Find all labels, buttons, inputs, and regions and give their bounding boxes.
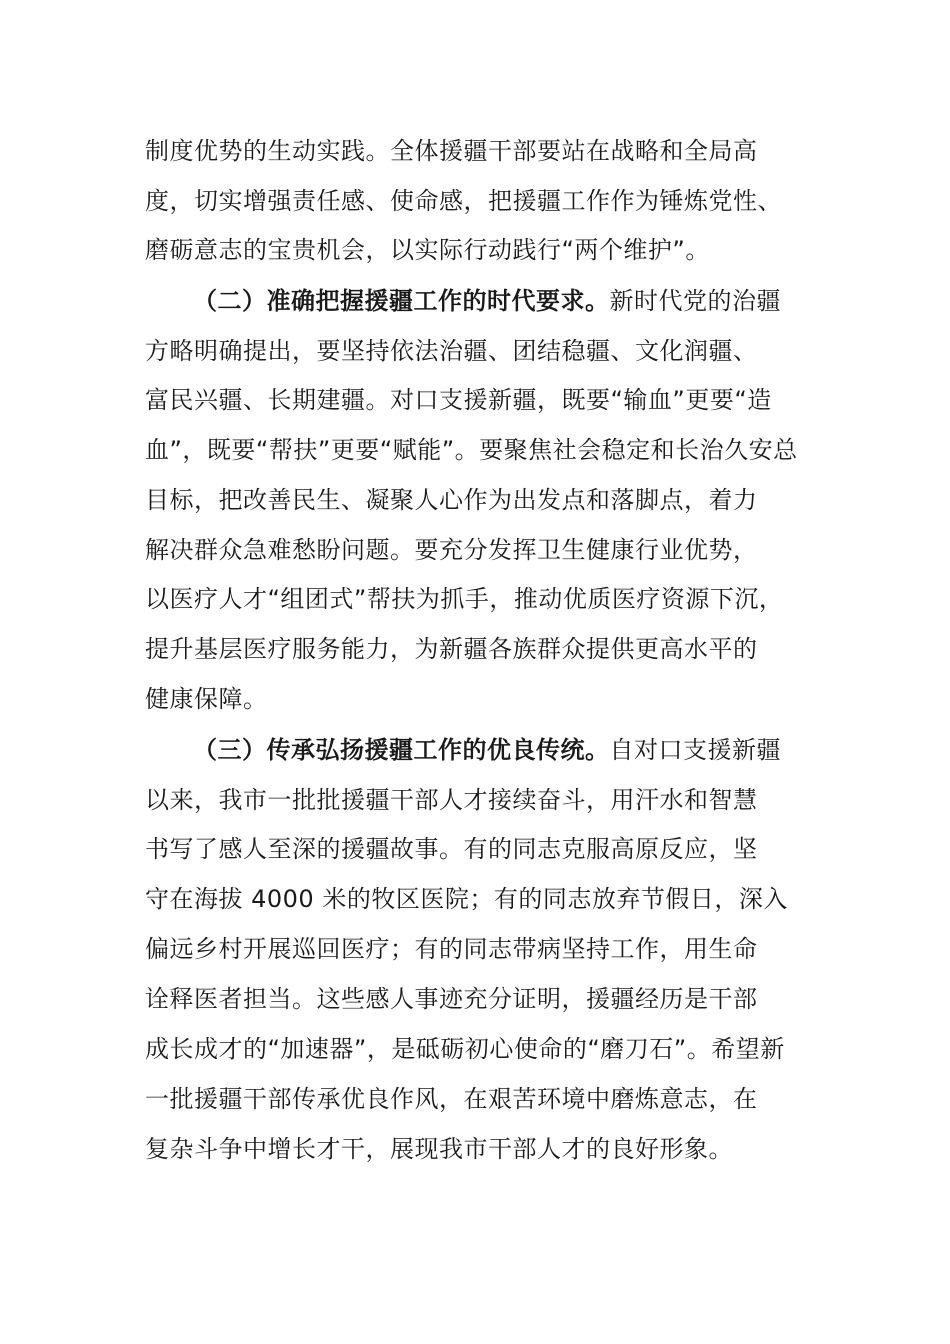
para3-line-1: 以来，我市一批批援疆干部人才接续奋斗，用汗水和智慧 bbox=[145, 786, 758, 814]
para2-line-2: 富民兴疆、长期建疆。对口支援新疆，既要“输血”更要“造 bbox=[145, 386, 772, 414]
para3-line-4: 偏远乡村开展巡回医疗；有的同志带病坚持工作，用生命 bbox=[145, 935, 758, 963]
para3-line-7: 一批援疆干部传承优良作风，在艰苦环境中磨炼意志，在 bbox=[145, 1085, 758, 1113]
para2-line-5: 解决群众急难愁盼问题。要充分发挥卫生健康行业优势， bbox=[145, 536, 758, 564]
para3-heading: （三）传承弘扬援疆工作的优良传统。 bbox=[193, 736, 610, 764]
para2-first-line bbox=[193, 281, 781, 321]
para2-line-3: 血”，既要“帮扶”更要“赋能”。要聚焦社会稳定和长治久安总 bbox=[145, 436, 798, 464]
para2-first-line-rest: 新时代党的治疆 bbox=[609, 287, 781, 315]
para3-first-line-rest: 自对口支援新疆 bbox=[609, 736, 781, 764]
para2-line-1: 方略明确提出，要坚持依法治疆、团结稳疆、文化润疆、 bbox=[145, 337, 758, 365]
para1-line-1: 制度优势的生动实践。全体援疆干部要站在战略和全局高 bbox=[145, 137, 758, 165]
para2-line-4: 目标，把改善民生、凝聚人心作为出发点和落脚点，着力 bbox=[145, 486, 758, 514]
para3-line-5: 诠释医者担当。这些感人事迹充分证明，援疆经历是干部 bbox=[145, 985, 758, 1013]
para3-first-line bbox=[193, 730, 781, 770]
para1-line-3: 磨砺意志的宝贵机会，以实际行动践行“两个维护”。 bbox=[145, 236, 710, 264]
para2-heading: （二）准确把握援疆工作的时代要求。 bbox=[193, 287, 610, 315]
para3-line-2: 书写了感人至深的援疆故事。有的同志克服高原反应，坚 bbox=[145, 835, 758, 863]
para3-line-8: 复杂斗争中增长才干，展现我市干部人才的良好形象。 bbox=[145, 1135, 733, 1163]
para2-line-6: 以医疗人才“组团式”帮扶为抓手，推动优质医疗资源下沉， bbox=[145, 585, 784, 613]
para2-line-7: 提升基层医疗服务能力，为新疆各族群众提供更高水平的 bbox=[145, 635, 758, 663]
para2-line-8: 健康保障。 bbox=[145, 685, 268, 713]
para1-line-2: 度，切实增强责任感、使命感，把援疆工作作为锤炼党性、 bbox=[145, 187, 782, 215]
para3-line-3: 守在海拔 4000 米的牧区医院；有的同志放弃节假日，深入 bbox=[145, 885, 788, 913]
para3-line-6: 成长成才的“加速器”，是砥砺初心使命的“磨刀石”。希望新 bbox=[145, 1035, 785, 1063]
